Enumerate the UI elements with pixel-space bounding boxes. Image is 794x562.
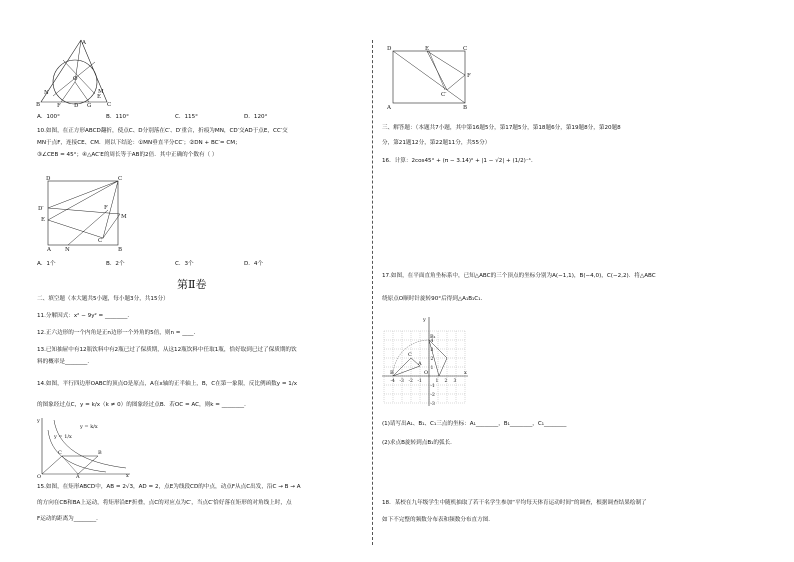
grid-label-y: y xyxy=(423,317,426,323)
grid-label-o: O xyxy=(424,370,429,376)
q9-choice-d: D．120° xyxy=(244,114,268,120)
grid-x-tick: -2 xyxy=(408,379,413,384)
circle-label-o: O xyxy=(73,76,78,82)
circle-label-b: B xyxy=(36,102,41,108)
hyp-label-o: O xyxy=(37,474,42,478)
hyp-label-c: C xyxy=(58,450,62,456)
q9-choice-c: C．115° xyxy=(175,114,198,120)
circle-triangle-figure xyxy=(35,38,115,108)
circle-label-d: D xyxy=(74,103,79,108)
grid-y-tick: 4 xyxy=(430,339,434,344)
part3-line-2: 分，第21题12分，第22题11分，共55分） xyxy=(382,140,491,146)
grid-label-b1: B₁ xyxy=(430,334,436,340)
folded-square-figure xyxy=(38,176,128,252)
square-label-a: A xyxy=(47,247,51,252)
grid-y-tick: 3 xyxy=(430,348,434,353)
grid-y-tick: 2 xyxy=(430,357,434,362)
q15-line-3: F运动的距离为________． xyxy=(37,516,102,522)
rect-label-b: B xyxy=(463,105,468,110)
grid-x-tick: 2 xyxy=(444,379,448,384)
q10-line-2: MN于点F，连接CE、CM．则以下结论：①MN垂直平分CC′；②DN + BC′= CM； xyxy=(37,140,241,146)
grid-x-tick: 3 xyxy=(453,379,457,384)
circle-label-e: E xyxy=(97,94,102,100)
q18-line-2: 如下不完整的频数分布表和频数分布直方图． xyxy=(382,517,494,523)
grid-x-tick: -1 xyxy=(417,379,422,384)
q17-sub-1: (1)请写出A₁、B₁、C₁三点的坐标：A₁________，B₁________，C₁________ xyxy=(382,421,567,427)
square-label-f: F xyxy=(104,205,108,211)
hyp-label-1: y = 1/x xyxy=(54,434,72,440)
q11: 11.分解因式：x² − 9y² = ________． xyxy=(37,313,133,319)
q18-line-1: 18．某校在九年级学生中随机抽取了若干名学生参加“平均每天体育运动时间”的调查，根据调查结果绘制了 xyxy=(382,500,647,506)
rect-label-d: D xyxy=(387,46,392,52)
circle-label-a: A xyxy=(82,40,86,46)
grid-x-tick: -3 xyxy=(399,379,404,384)
circle-label-m: M xyxy=(98,89,104,95)
rect-label-f: F xyxy=(467,73,471,79)
q10-choice-a: A．1个 xyxy=(37,261,56,267)
grid-y-tick: 1 xyxy=(430,366,434,371)
square-label-e: E xyxy=(41,217,46,223)
part2-header: 二、填空题（本大题共5小题，每小题3分，共15分） xyxy=(37,296,169,302)
q13-line-1: 13.已知抽屉中有12瓶饮料中有2瓶已过了保质期，从这12瓶饮料中任取1瓶，恰好取到已过了保质期的饮 xyxy=(37,347,297,353)
grid-label-x: x xyxy=(464,370,467,376)
q16: 16．计算：2cos45° + (π − 3.14)⁰ + |1 − √2| + (1/2)⁻¹． xyxy=(382,158,537,164)
square-label-n: N xyxy=(65,247,70,252)
circle-label-g: G xyxy=(87,103,92,108)
section-title: 第Ⅱ卷 xyxy=(177,278,207,291)
q15-line-1: 15.如图，在矩形ABCD中，AB = 2√3，AD = 2，点E为线段CD的中点，动点F从点C出发，沿C → B → A xyxy=(37,484,301,490)
q14-line-1: 14.如图，平行四边形OABC的顶点O是原点，A在x轴的正半轴上，B，C在第一象限，反比例函数y = 1/x xyxy=(37,381,298,387)
rect-label-e: E xyxy=(425,46,430,52)
hyperbola-figure xyxy=(36,416,132,478)
circle-label-f: F xyxy=(57,103,61,108)
q10-choice-c: C．3个 xyxy=(175,261,194,267)
rect-label-c: C xyxy=(463,46,468,52)
q15-line-2: 的方向在CB和BA上运动，将矩形沿EF折叠，点C的对应点为C′，当点C′恰好落在矩形的对角线上时，点 xyxy=(37,500,292,506)
circle-label-n: N xyxy=(44,90,49,96)
q10-line-1: 10.如图，在正方形ABCD翻折，使点C、D分别落在C′、D′重合，折痕为MN，CD′交AD于点E，CC′交 xyxy=(37,128,288,134)
rect-label-c-prime: C′ xyxy=(441,92,447,98)
square-label-d-prime: D′ xyxy=(38,206,44,212)
square-label-d: D xyxy=(46,176,51,182)
hyp-label-y: y xyxy=(37,418,40,424)
square-label-c: C xyxy=(118,176,123,182)
grid-x-tick: 1 xyxy=(435,379,439,384)
q17-line-2: 绕原点O顺时针旋转90°后得到△A₁B₁C₁． xyxy=(382,296,487,302)
coordinate-grid-figure xyxy=(380,314,470,408)
grid-label-a: A xyxy=(418,361,422,367)
rectangle-fold-figure xyxy=(383,44,479,110)
q9-choice-b: B．110° xyxy=(106,114,129,120)
part3-line-1: 三、解答题：（本题共7小题，其中第16题5分，第17题5分，第18题6分，第19题8分，第20题8 xyxy=(382,125,621,131)
q10-line-3: ③∠CEB = 45°；④△AC′E的周长等于AB的2倍．其中正确的个数有（ ） xyxy=(37,152,218,158)
q17-sub-2: (2)求点B旋转到点B₁的弧长． xyxy=(382,440,456,446)
square-label-c-prime: C′ xyxy=(98,238,104,244)
hyp-label-a: A xyxy=(76,474,80,478)
q10-choice-b: B．2个 xyxy=(106,261,125,267)
grid-y-tick: -1 xyxy=(430,384,435,389)
hyp-label-b: B xyxy=(98,450,102,456)
grid-label-b: B xyxy=(390,370,394,376)
q14-line-2: 的图象经过点C，y = k/x（k ≠ 0）的图象经过点B．若OC = AC，则k = ________． xyxy=(37,402,250,408)
grid-y-tick: -2 xyxy=(430,393,435,398)
column-divider xyxy=(372,40,373,545)
q17-line-1: 17.如图，在平面直角坐标系中，已知△ABC的三个顶点的坐标分别为A(−1,1)，B(−4,0)，C(−2,2)．将△ABC xyxy=(382,273,656,279)
grid-label-c: C xyxy=(408,352,412,358)
hyp-label-k: y = k/x xyxy=(80,424,98,430)
rect-label-a: A xyxy=(387,105,391,110)
square-label-b: B xyxy=(118,247,123,252)
q13-line-2: 料的概率是________． xyxy=(37,359,93,365)
q9-choice-a: A．100° xyxy=(37,114,60,120)
square-label-m: M xyxy=(121,214,127,220)
circle-label-c: C xyxy=(107,102,112,108)
hyp-label-x: x xyxy=(126,473,129,478)
q10-choice-d: D．4个 xyxy=(244,261,264,267)
q12: 12.正六边形的一个内角是正n边形一个外角的5倍，则n = ____． xyxy=(37,330,200,336)
grid-y-tick: -3 xyxy=(430,402,435,407)
grid-x-tick: -4 xyxy=(390,379,395,384)
